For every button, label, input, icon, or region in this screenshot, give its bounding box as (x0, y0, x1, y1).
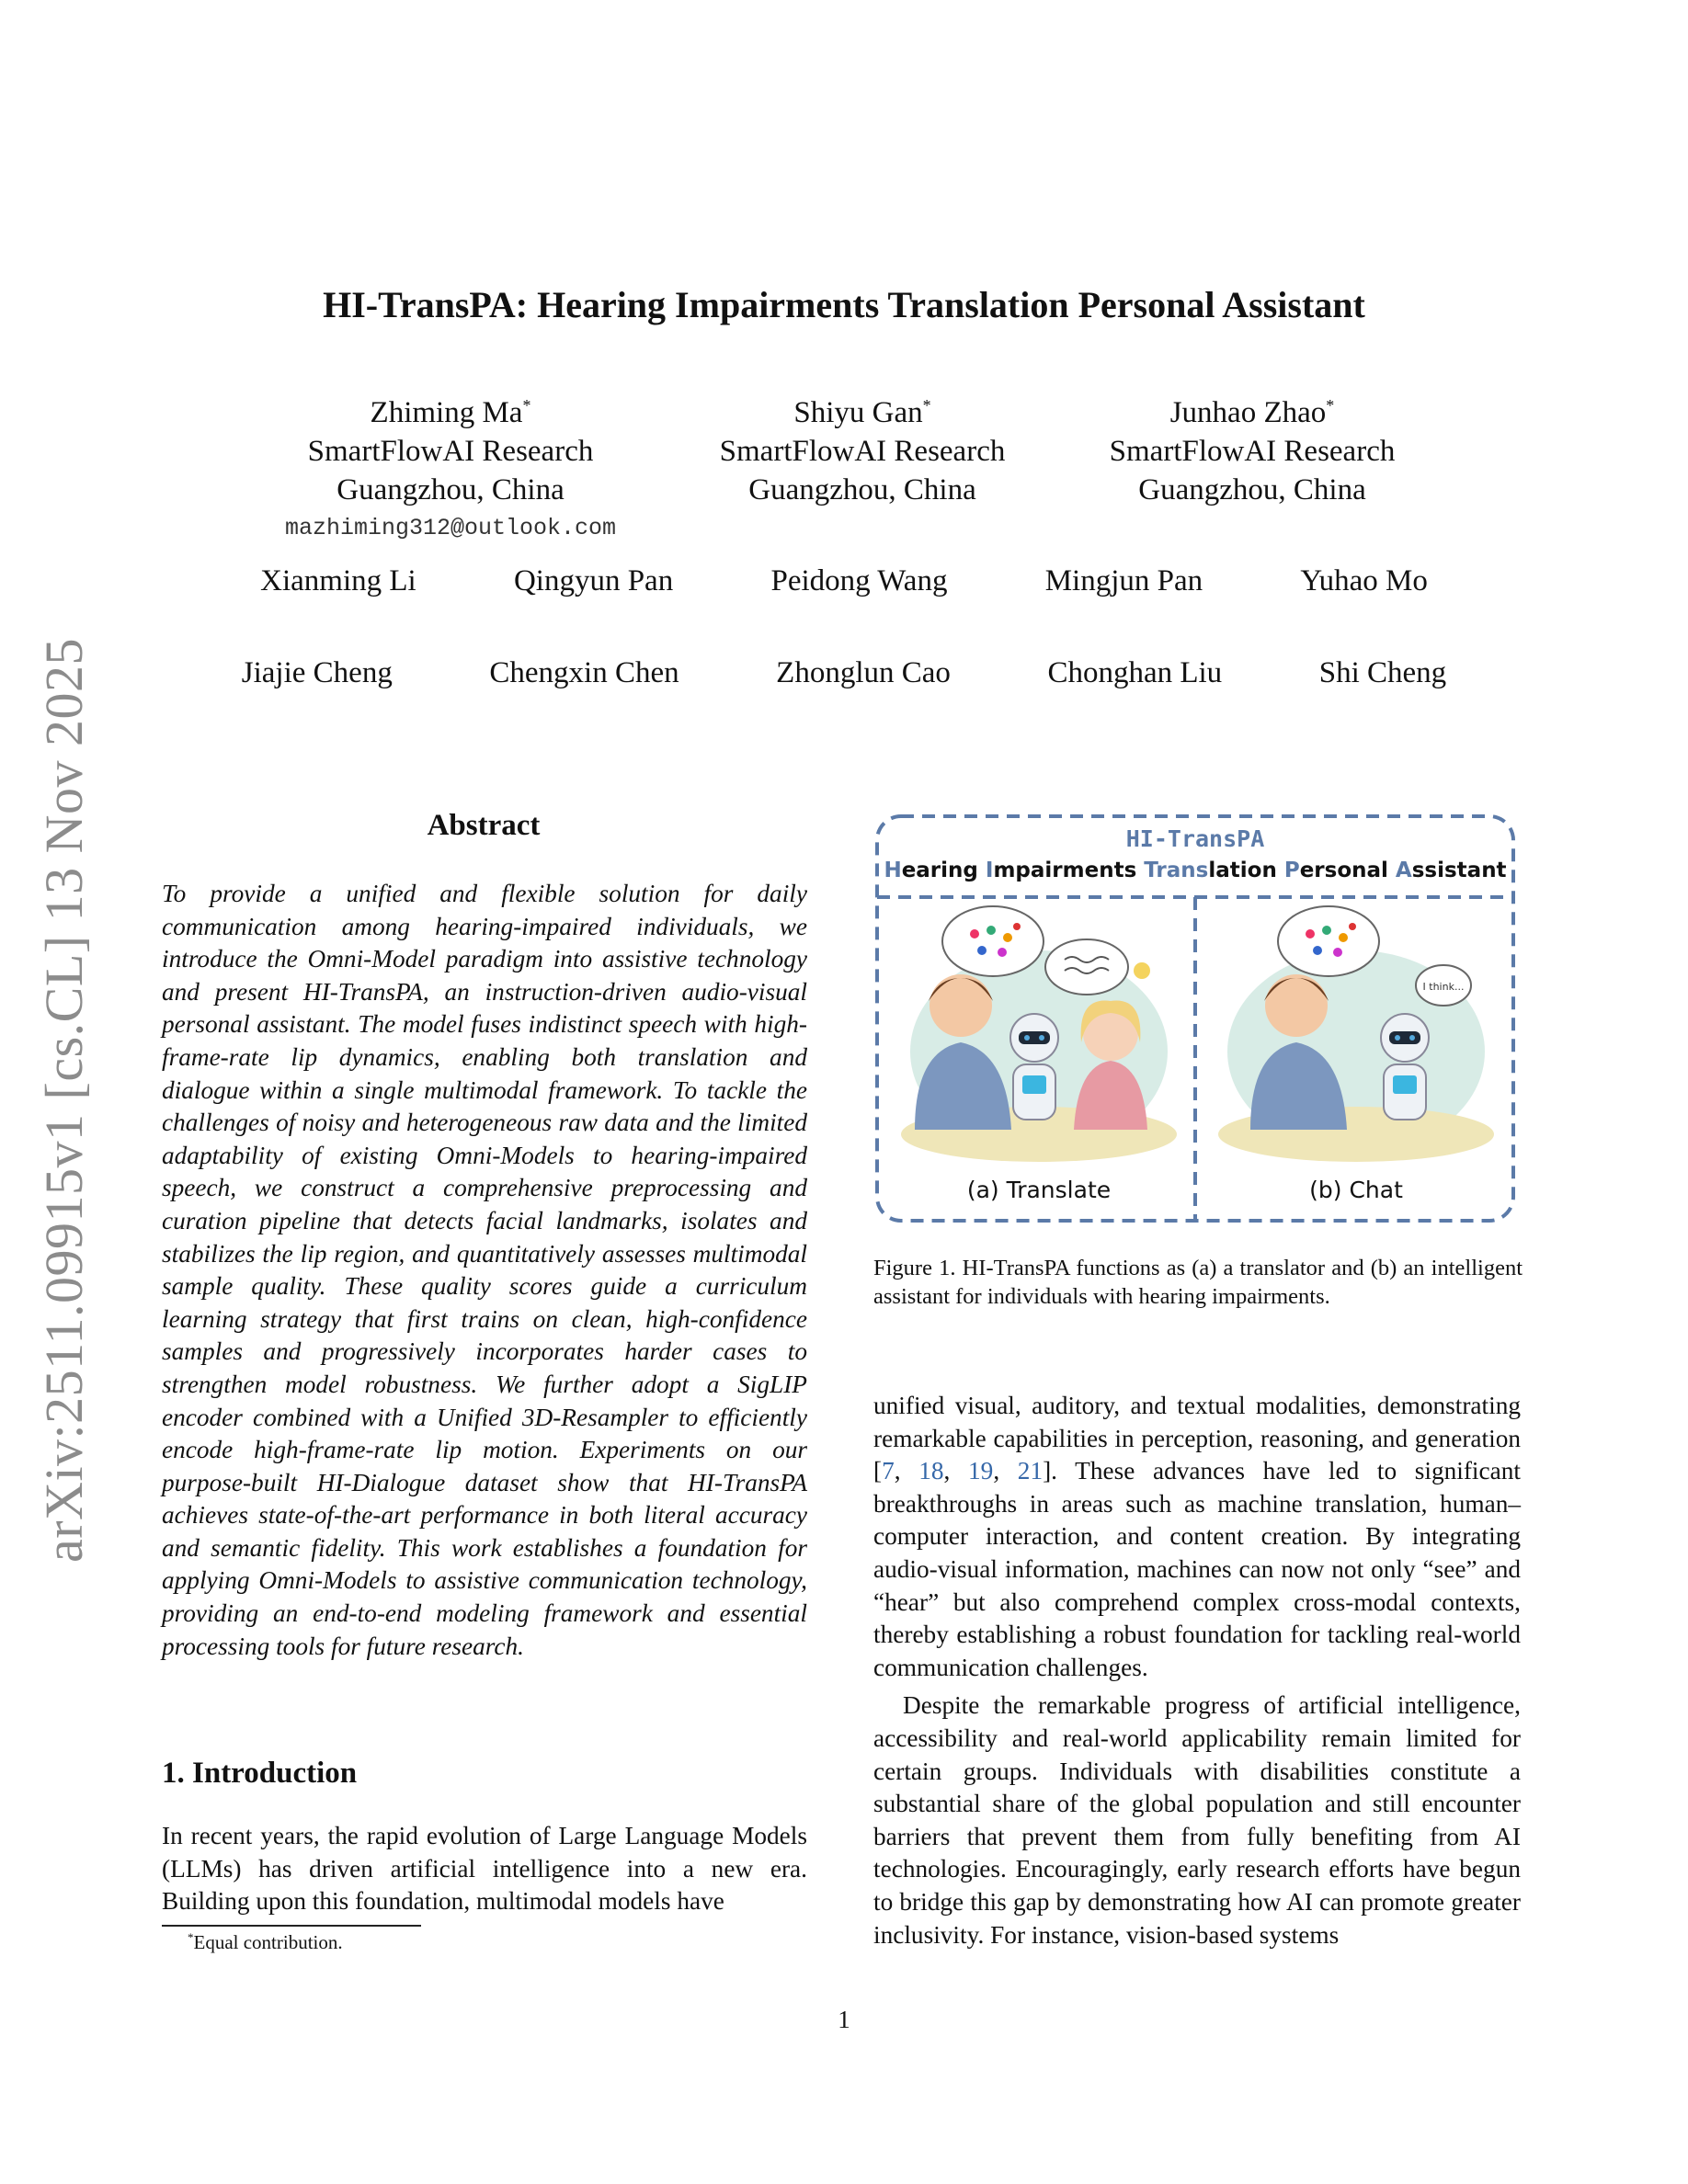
author-name: Junhao Zhao (1169, 396, 1327, 429)
author-location: Guangzhou, China (1138, 473, 1366, 506)
author-name: Jiajie Cheng (241, 656, 393, 689)
speech-bubble (1278, 906, 1379, 976)
footnote-mark: * (188, 1930, 194, 1944)
equal-contribution-mark: * (522, 396, 531, 415)
citation-link[interactable]: 21 (1017, 1457, 1044, 1485)
author-block (1041, 393, 1464, 509)
boy-head (1265, 974, 1328, 1037)
paragraph-text: unified visual, auditory, and textual modalities, demonstrating remarkable capabilities in perception, reasoning, and generation [ (873, 1392, 1521, 1485)
lightbulb-icon (1134, 962, 1150, 979)
author-block (239, 393, 662, 548)
thought-bubble-text: I think... (1422, 981, 1465, 993)
footnote-text: Equal contribution. (193, 1931, 343, 1953)
paragraph: Despite the remarkable progress of artificial intelligence, accessibility and real-world applicability remain limited for certain groups. Individuals with disabilities constitute a substantial share of the global population and still encounter barriers that prevent them from fully benefiting from AI technologies. Encouragingly, early research efforts have begun to bridge this gap by demonstrating how AI can promote greater inclusivity. For instance, vision-based systems (873, 1691, 1521, 1949)
waves-bubble (1045, 939, 1128, 995)
author-name: Xianming Li (260, 564, 416, 597)
author-row-2 (211, 564, 1477, 598)
author-location: Guangzhou, China (748, 473, 976, 506)
citation-link[interactable]: 7 (882, 1457, 895, 1485)
figure-1 (873, 813, 1517, 1224)
introduction-text: In recent years, the rapid evolution of Large Language Models (LLMs) has driven artificial intelligence into a new era. Building upon this foundation, multimodal models have (162, 1822, 807, 1916)
introduction-heading: 1. Introduction (162, 1757, 358, 1790)
subtitle-word: mpairments (993, 859, 1145, 882)
citation-link[interactable]: 19 (968, 1457, 994, 1485)
subtitle-initial: Trans (1144, 859, 1209, 882)
subtitle-word: ersonal (1299, 859, 1396, 882)
figure-caption: Figure 1. HI-TransPA functions as (a) a translator and (b) an intelligent assistant for individuals with hearing impairments. (873, 1256, 1523, 1309)
page-number: 1 (838, 2006, 850, 2033)
subtitle-initial: P (1283, 859, 1300, 882)
boy-head (930, 974, 992, 1037)
author-name: Mingjun Pan (1044, 564, 1203, 597)
panel-b-scene (1218, 906, 1494, 1162)
author-name: Shiyu Gan (793, 396, 923, 429)
author-name: Qingyun Pan (513, 564, 674, 597)
subtitle-initial: H (884, 859, 902, 882)
subtitle-initial: I (985, 859, 994, 882)
citation-link[interactable]: 18 (918, 1457, 944, 1485)
panel-a-scene (901, 906, 1177, 1162)
footnote-rule (162, 1925, 421, 1927)
paragraph-text: ]. These advances have led to significant breakthroughs in areas such as machine translation, human–computer interaction, and content creation. By integrating audio-visual information, machines can now not only “see” and “hear” but also comprehend complex cross-modal contexts, thereby establishing a robust foundation for tackling real-world communication challenges. (873, 1457, 1521, 1681)
author-name: Yuhao Mo (1300, 564, 1428, 597)
subtitle-word: earing (901, 859, 986, 882)
figure-title: HI-TransPA (1125, 825, 1265, 852)
equal-contribution-mark: * (1326, 396, 1335, 415)
subtitle-word: ssistant (1411, 859, 1507, 882)
author-affiliation: SmartFlowAI Research (719, 435, 1006, 468)
subtitle-word: lation (1208, 859, 1284, 882)
footnote (188, 1930, 343, 1954)
author-affiliation: SmartFlowAI Research (307, 435, 594, 468)
author-block (651, 393, 1074, 509)
author-email[interactable]: mazhiming312@outlook.com (284, 515, 617, 541)
author-name: Peidong Wang (770, 564, 948, 597)
speech-bubble (942, 906, 1044, 976)
author-name: Zhonglun Cao (776, 656, 951, 689)
figure-subtitle (873, 859, 1517, 882)
paragraph: unified visual, auditory, and textual modalities, demonstrating remarkable capabilities in perception, reasoning, and generation [7, 18, 19, 21]. These advances have led to significant breakthroughs in areas such as machine translation, human–computer interaction, and content creation. By integrating audio-visual information, machines can now not only “see” and “hear” but also comprehend complex cross-modal contexts, thereby establishing a robust foundation for tackling real-world communication challenges. (873, 1392, 1521, 1681)
equal-contribution-mark: * (922, 396, 931, 415)
abstract-heading: Abstract (427, 809, 541, 842)
abstract-text: To provide a unified and flexible solution for daily communication among hearing-impaired individuals, we introduce the Omni-Model paradigm into assistive technology and present HI-TransPA, an instruction-driven audio-visual personal assistant. The model fuses indistinct speech with high-frame-rate lip dynamics, enabling both translation and dialogue within a single multimodal framework. To tackle the challenges of noisy and heterogeneous raw data and the limited adaptability of existing Omni-Models to hearing-impaired speech, we construct a comprehensive preprocessing and curation pipeline that detects facial landmarks, isolates and stabilizes the lip region, and quantitatively assesses multimodal sample quality. These quality scores guide a curriculum learning strategy that first trains on clean, high-confidence samples and progressively incorporates harder cases to strengthen model robustness. We further adopt a SigLIP encoder combined with a Unified 3D-Resampler to efficiently encode high-frame-rate lip motion. Experiments on our purpose-built HI-Dialogue dataset show that HI-TransPA achieves state-of-the-art performance in both literal accuracy and semantic fidelity. This work establishes a foundation for applying Omni-Models to assistive communication technology, providing an end-to-end modeling framework and essential processing tools for future research. (162, 880, 807, 1660)
subtitle-initial: A (1395, 859, 1412, 882)
right-column-text (873, 1390, 1521, 1951)
panel-a-label: (a) Translate (966, 1177, 1112, 1203)
author-location: Guangzhou, China (336, 473, 565, 506)
author-row-3 (193, 656, 1495, 690)
author-affiliation: SmartFlowAI Research (1109, 435, 1396, 468)
author-name: Shi Cheng (1318, 656, 1447, 689)
author-name: Chonghan Liu (1047, 656, 1223, 689)
author-name: Chengxin Chen (489, 656, 679, 689)
paper-title: HI-TransPA: Hearing Impairments Translation Personal Assistant (323, 284, 1365, 325)
author-name: Zhiming Ma (370, 396, 523, 429)
panel-b-label: (b) Chat (1309, 1177, 1403, 1203)
arxiv-side-stamp: arXiv:2511.09915v1 [cs.CL] 13 Nov 2025 (34, 638, 94, 1563)
